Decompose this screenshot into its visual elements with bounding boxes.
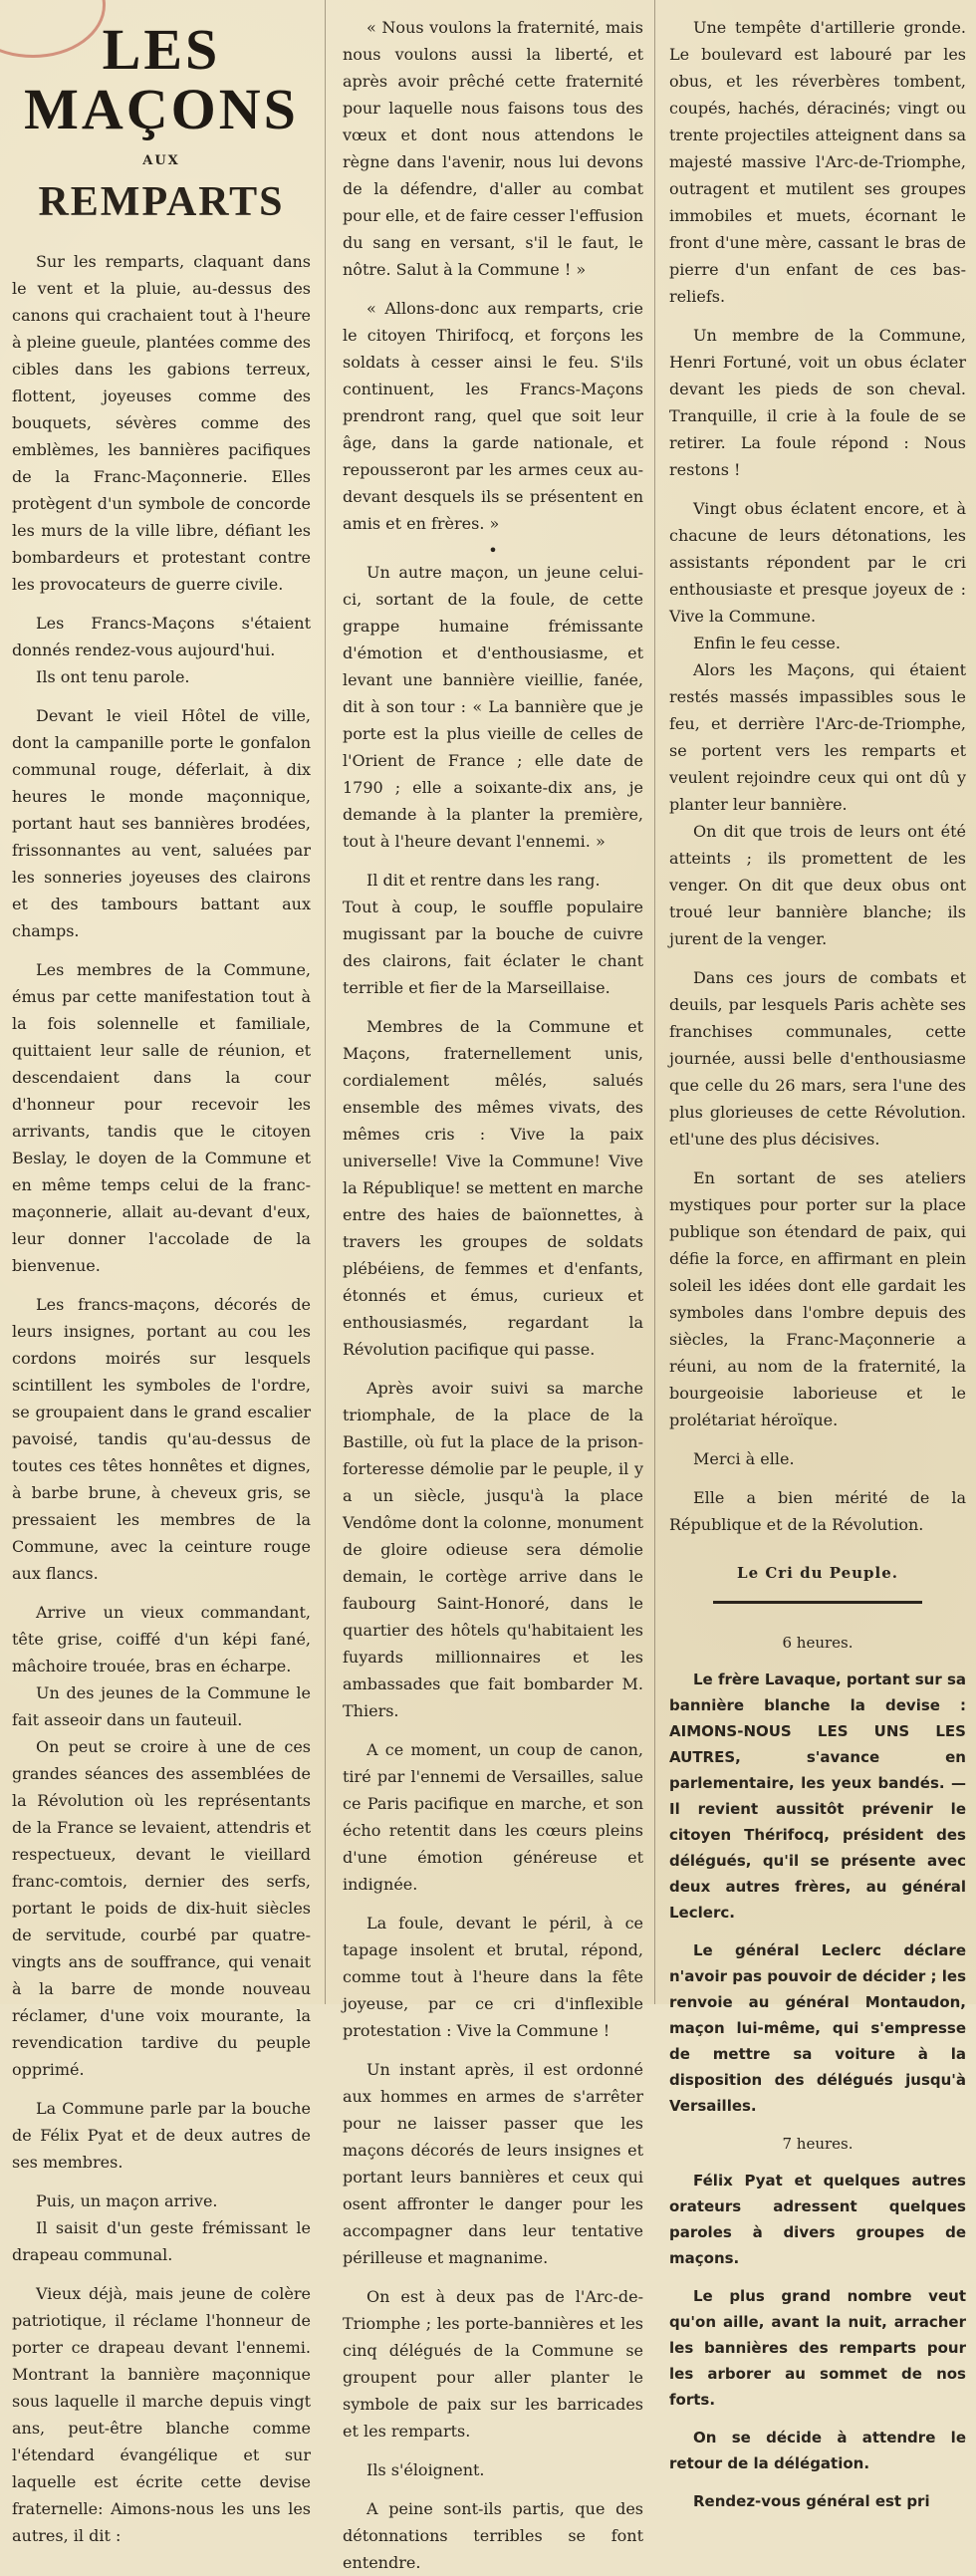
- paragraph: On dit que trois de leurs ont été atteints ; ils promettent de les venger. On dit que deux obus ont troué leur bannière blanche; ils jurent de la venger.: [669, 822, 966, 948]
- paragraph: Il dit et rentre dans les rang.: [366, 871, 601, 890]
- paragraph: Les Francs-Maçons s'étaient donnés rendez-vous aujourd'hui.: [12, 614, 311, 659]
- signature: Le Cri du Peuple.: [737, 1564, 898, 1582]
- article-title-aux: AUX: [142, 153, 180, 168]
- column-1: [0, 0, 319, 2545]
- paragraph: Après avoir suivi sa marche triomphale, de la place de la Bastille, où fut la place de la prison-forteresse démolie par le peuple, il y a un siècle, jusqu'à la place Vendôme dont la colonne, monument de gloire odieuse sera démolie demain, le cortège arrive dans le faubourg Saint-Honoré, dans le quartier des hôtels qu'habitaient les fuyards millionnaires et les ambassades que fait bombarder M. Thiers.: [343, 1379, 643, 1720]
- separator-rule: [713, 1601, 922, 1604]
- paragraph: Membres de la Commune et Maçons, fraternellement unis, cordialement mêlés, salués ensemble des mêmes vivats, des mêmes cris : Vive la paix universelle! Vive la Commune! Vive la République! se mettent en marche entre des haies de baïonnettes, à travers les groupes de soldats plébéiens, de femmes et d'enfants, étonnés et émus, curieux et enthousiasmés, regardant la Révolution pacifique qui passe.: [343, 1017, 643, 1359]
- paragraph: On peut se croire à une de ces grandes séances des assemblées de la Révolution où les représentants de la France se levaient, attendris et respectueux, devant le vieillard franc-comtois, dernier des serfs, portant le poids de dix-huit siècles de servitude, courbé par quatre-vingts ans de souffrance, qui venait à la barre de monde nouveau réclamer, d'une voix mourante, la revendication tardive du peuple opprimé.: [12, 1737, 311, 2079]
- paragraph: A peine sont-ils partis, que des détonnations terribles se font entendre.: [343, 2499, 643, 2572]
- paragraph: Devant le vieil Hôtel de ville, dont la campanille porte le gonfalon communal rouge, déferlait, à dix heures le monde maçonnique, portant haut ses bannières brodées, frissonnantes au vent, saluées par les sonneries joyeuses des clairons et des tambours battant aux champs.: [12, 706, 311, 940]
- bulletin-paragraph: Félix Pyat et quelques autres orateurs adressent quelques paroles à divers groupes de maçons.: [669, 2172, 966, 2267]
- paragraph: Un membre de la Commune, Henri Fortuné, voit un obus éclater devant les pieds de son cheval. Tranquille, il crie à la foule de se retirer. La foule répond : Nous restons !: [669, 326, 966, 479]
- bulletin-paragraph: Le plus grand nombre veut qu'on aille, avant la nuit, arracher les bannières des remparts pour les arborer au sommet de nos forts.: [669, 2287, 966, 2409]
- paragraph: Ils ont tenu parole.: [36, 667, 190, 686]
- paragraph: Ils s'éloignent.: [366, 2460, 485, 2479]
- paragraph: Enfin le feu cesse.: [693, 634, 841, 652]
- paragraph: Un des jeunes de la Commune le fait asseoir dans un fauteuil.: [12, 1683, 311, 1729]
- paragraph: Dans ces jours de combats et deuils, par lesquels Paris achète ses franchises communales, cette journée, aussi belle d'enthousiasme que celle du 26 mars, sera l'une des plus glorieuses de cette Révolution. etl'une des plus décisives.: [669, 968, 966, 1149]
- bulletin-block-1: [669, 1667, 966, 2119]
- paragraph: « Nous voulons la fraternité, mais nous voulons aussi la liberté, et après avoir prêché cette fraternité pour laquelle nous faisons tous des vœux et dont nous attendons le règne dans l'avenir, nous lui devons de la défendre, d'aller au combat pour elle, et de faire cesser l'effusion du sang en versant, s'il le faut, le nôtre. Salut à la Commune ! »: [343, 18, 643, 279]
- paragraph: On est à deux pas de l'Arc-de-Triomphe ; les porte-bannières et les cinq délégués de la Commune se groupent pour aller planter le symbole de paix sur les barricades et les remparts.: [343, 2287, 643, 2441]
- article-subtitle: REMPARTS: [38, 179, 285, 225]
- paragraph: Merci à elle.: [693, 1449, 795, 1468]
- paragraph: Tout à coup, le souffle populaire mugissant par la bouche de cuivre des clairons, fait éclater le chant terrible et fier de la Marseillaise.: [343, 898, 643, 997]
- paragraph: Un autre maçon, un jeune celui-ci, sortant de la foule, de cette grappe humaine frémissante d'émotion et d'enthousiasme, et levant une bannière vieillie, fanée, dit à son tour : « La bannière que je porte est la plus vieille de celles de l'Orient de France ; elle date de 1790 ; elle a soixante-dix ans, je demande à la planter la première, tout à l'heure devant l'ennemi. »: [343, 563, 643, 851]
- paragraph: Un instant après, il est ordonné aux hommes en armes de s'arrêter pour ne laisser passer que les maçons décorés de leurs insignes et portant leurs bannières et ceux qui osent affronter le danger pour les accompagner dans leur tentative périlleuse et magnanime.: [343, 2060, 643, 2267]
- bulletin-paragraph: Le général Leclerc déclare n'avoir pas pouvoir de décider ; les renvoie au général Montaudon, maçon lui-même, qui s'empresse de mettre sa voiture à la disposition des délégués jusqu'à Versailles.: [669, 1941, 966, 2115]
- column-rule-left: [325, 0, 326, 2004]
- paragraph: La foule, devant le péril, à ce tapage insolent et brutal, répond, comme tout à l'heure dans la fête joyeuse, par ce cri d'inflexible protestation : Vive la Commune !: [343, 1914, 643, 2040]
- paragraph: Sur les remparts, claquant dans le vent et la pluie, au-dessus des canons qui crachaient tout à l'heure à pleine gueule, plantées comme des cibles dans les gabions terreux, flottent, joyeuses comme des bouquets, sévères comme des emblèmes, les bannières pacifiques de la Franc-Maçonnerie. Elles protègent d'un symbole de concorde les murs de la ville libre, défiant les bombardeurs et protestant contre les provocateurs de guerre civile.: [12, 252, 311, 594]
- paragraph: En sortant de ses ateliers mystiques pour porter sur la place publique son étendard de paix, qui défie la force, en affirmant en plein soleil les idées dont elle gardait les symboles dans l'ombre depuis des siècles, la Franc-Maçonnerie a réuni, au nom de la fraternité, la bourgeoisie laborieuse et le prolétariat héroïque.: [669, 1168, 966, 1429]
- time-stamp: 7 heures.: [782, 2135, 854, 2153]
- column-2: [331, 0, 655, 2572]
- paragraph: Arrive un vieux commandant, tête grise, coiffé d'un képi fané, mâchoire trouée, bras en écharpe.: [12, 1603, 311, 1675]
- paragraph: Les francs-maçons, décorés de leurs insignes, portant au cou les cordons moirés sur lesquels scintillent les symboles de l'ordre, se groupaient dans le grand escalier pavoisé, tandis qu'au-dessus de toutes ces têtes honnêtes et dignes, à barbe brune, à cheveux gris, se pressaient les membres de la Commune, avec la ceinture rouge aux flancs.: [12, 1295, 311, 1583]
- paragraph: A ce moment, un coup de canon, tiré par l'ennemi de Versailles, salue ce Paris pacifique en marche, et son écho retentit dans les cœurs pleins d'une émotion généreuse et indignée.: [343, 1740, 643, 1894]
- paragraph: La Commune parle par la bouche de Félix Pyat et de deux autres de ses membres.: [12, 2099, 311, 2172]
- bulletin-paragraph: Rendez-vous général est pri: [693, 2492, 930, 2510]
- paragraph: « Allons-donc aux remparts, crie le citoyen Thirifocq, et forçons les soldats à cesser ainsi le feu. S'ils continuent, les Francs-Maçons prendront rang, quel que soit leur âge, dans la garde nationale, et repousseront par les armes ceux au-devant desquels ils se présentent en amis et en frères. »: [343, 299, 643, 533]
- article-title: LES MAÇONS: [24, 17, 299, 141]
- bulletin-paragraph: On se décide à attendre le retour de la délégation.: [669, 2429, 966, 2472]
- paragraph: Il saisit d'un geste frémissant le drapeau communal.: [12, 2218, 311, 2264]
- paragraph: Une tempête d'artillerie gronde. Le boulevard est labouré par les obus, et les réverbères tombent, coupés, hachés, déracinés; vingt ou trente projectiles atteignent dans sa majesté massive l'Arc-de-Triomphe, outragent et mutilent ses groupes immobiles et muets, écornant le front d'une mère, cassant le bras de pierre d'un enfant de ces bas-reliefs.: [669, 18, 966, 306]
- paragraph: Vieux déjà, mais jeune de colère patriotique, il réclame l'honneur de porter ce drapeau devant l'ennemi. Montrant la bannière maçonnique sous laquelle il marche depuis vingt ans, peut-être blanche comme l'étendard évangélique et sur laquelle est écrite cette devise fraternelle: Aimons-nous les uns les autres, il dit :: [12, 2284, 311, 2545]
- paragraph: Vingt obus éclatent encore, et à chacune de leurs détonations, les assistants répondent par le cri enthousiaste et presque joyeux de : Vive la Commune.: [669, 499, 966, 626]
- paragraph: Elle a bien mérité de la République et de la Révolution.: [669, 1488, 966, 1534]
- paragraph: Alors les Maçons, qui étaient restés massés impassibles sous le feu, et derrière l'Arc-de-Triomphe, se portent vers les remparts et veulent rejoindre ceux qui ont dû y planter leur bannière.: [669, 660, 966, 814]
- paragraph: Puis, un maçon arrive.: [36, 2191, 218, 2210]
- paragraph: Les membres de la Commune, émus par cette manifestation tout à la fois solennelle et familiale, quittaient leur salle de réunion, et descendaient dans la cour d'honneur pour recevoir les arrivants, tandis que le citoyen Beslay, le doyen de la Commune et en même temps celui de la franc-maçonnerie, allait au-devant d'eux, leur donner l'accolade de la bienvenue.: [12, 960, 311, 1275]
- column-3: [657, 0, 976, 2510]
- bulletin-block-2: [669, 2168, 966, 2514]
- dot-ornament: •: [488, 541, 498, 560]
- time-stamp: 6 heures.: [782, 1634, 854, 1652]
- bulletin-paragraph: Le frère Lavaque, portant sur sa bannière blanche la devise : AIMONS-NOUS LES UNS LES AUTRES, s'avance en parlementaire, les yeux bandés. — Il revient aussitôt prévenir le citoyen Thérifocq, président des délégués, qu'il se présente avec deux autres frères, au général Leclerc.: [669, 1671, 967, 1922]
